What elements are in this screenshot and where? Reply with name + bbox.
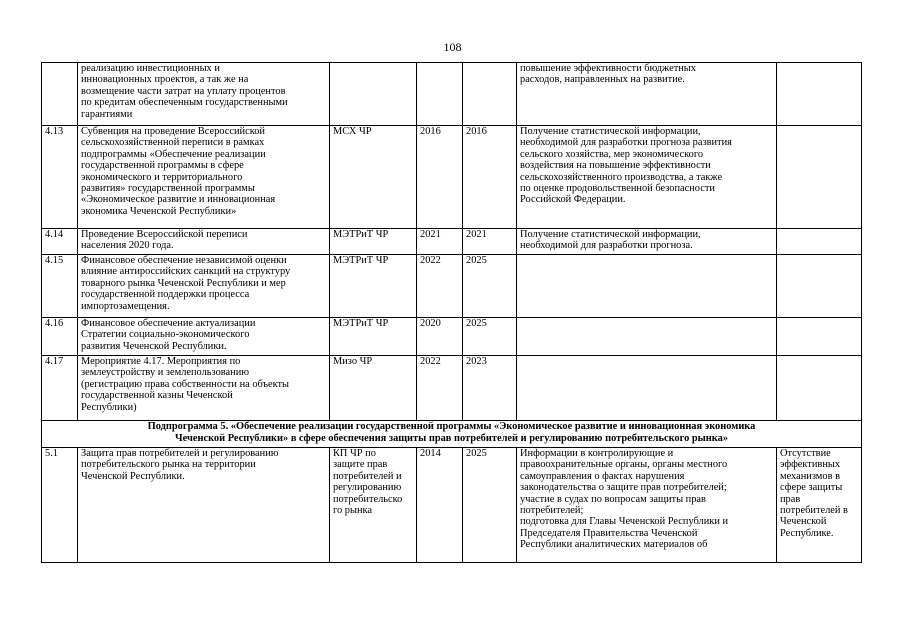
executor: Мизо ЧР [330,356,417,421]
consequence [777,63,862,126]
measure-name: Финансовое обеспечение независимой оценки влияние антироссийских санкций на структуру товарного рынка Чеченской Республики и мер государственной поддержки процесса импортозамещения. [78,255,330,318]
start-year: 2022 [417,255,463,318]
table-row [42,126,862,229]
table-row [42,356,862,421]
table-body [42,63,862,563]
expected-result: Получение статистической информации, необходимой для разработки прогноза развития сельского хозяйства, мер экономического воздействия на повышение эффективности сельскохозяйственного производства, а также по оценке продовольственной безопасности Российской Федерации. [517,126,777,229]
expected-result: Получение статистической информации, необходимой для разработки прогноза. [517,229,777,255]
end-year: 2016 [463,126,517,229]
expected-result [517,318,777,356]
row-number: 4.16 [42,318,78,356]
measure-name: Защита прав потребителей и регулированию потребительского рынка на территории Чеченской Республики. [78,448,330,563]
end-year: 2025 [463,448,517,563]
executor: КП ЧР по защите прав потребителей и регулированию потребительско го рынка [330,448,417,563]
end-year: 2021 [463,229,517,255]
row-number: 4.13 [42,126,78,229]
executor: МЭТРиТ ЧР [330,255,417,318]
measure-name: Мероприятие 4.17. Мероприятия по землеустройству и землепользованию (регистрацию права собственности на объекты государственной казны Чеченской Республики) [78,356,330,421]
subprogram-header: Подпрограмма 5. «Обеспечение реализации государственной программы «Экономическое развитие и инновационная экономика Чеченской Республики» в сфере обеспечения защиты прав потребителей и регулированию потребительского рынка» [42,421,862,448]
start-year [417,63,463,126]
table-row [42,63,862,126]
subprogram-header-row [42,421,862,448]
table-row [42,255,862,318]
measure-name: Финансовое обеспечение актуализации Стратегии социально-экономического развития Чеченской Республики. [78,318,330,356]
consequence: Отсутствие эффективных механизмов в сфере защиты прав потребителей в Чеченской Республике. [777,448,862,563]
program-measures-table [41,62,862,563]
row-number: 5.1 [42,448,78,563]
start-year: 2014 [417,448,463,563]
consequence [777,229,862,255]
consequence [777,356,862,421]
executor [330,63,417,126]
measure-name: Проведение Всероссийской переписи населения 2020 года. [78,229,330,255]
end-year: 2025 [463,318,517,356]
page-number: 108 [443,40,462,54]
executor: МЭТРиТ ЧР [330,229,417,255]
start-year: 2020 [417,318,463,356]
end-year: 2023 [463,356,517,421]
measure-name: Субвенция на проведение Всероссийской сельскохозяйственной переписи в рамках подпрограммы «Обеспечение реализации государственной программы в сфере экономического и территориального развития» государственной программы «Экономическое развитие и инновационная экономика Чеченской Республики» [78,126,330,229]
row-number [42,63,78,126]
expected-result: Информации в контролирующие и правоохранительные органы, органы местного самоуправления о фактах нарушения законодательства о защите прав потребителей; участие в судах по вопросам защиты прав потребителей; подготовка для Главы Чеченской Республики и Председателя Правительства Чеченской Республики аналитических материалов об [517,448,777,563]
row-number: 4.14 [42,229,78,255]
executor: МЭТРиТ ЧР [330,318,417,356]
start-year: 2021 [417,229,463,255]
table-row [42,229,862,255]
expected-result [517,356,777,421]
table-row [42,448,862,563]
expected-result [517,255,777,318]
end-year: 2025 [463,255,517,318]
table-row [42,318,862,356]
start-year: 2022 [417,356,463,421]
end-year [463,63,517,126]
executor: МСХ ЧР [330,126,417,229]
start-year: 2016 [417,126,463,229]
row-number: 4.17 [42,356,78,421]
consequence [777,126,862,229]
row-number: 4.15 [42,255,78,318]
expected-result: повышение эффективности бюджетных расходов, направленных на развитие. [517,63,777,126]
consequence [777,318,862,356]
measure-name: реализацию инвестиционных и инновационных проектов, а так же на возмещение части затрат на уплату процентов по кредитам обеспеченным государственными гарантиями [78,63,330,126]
consequence [777,255,862,318]
